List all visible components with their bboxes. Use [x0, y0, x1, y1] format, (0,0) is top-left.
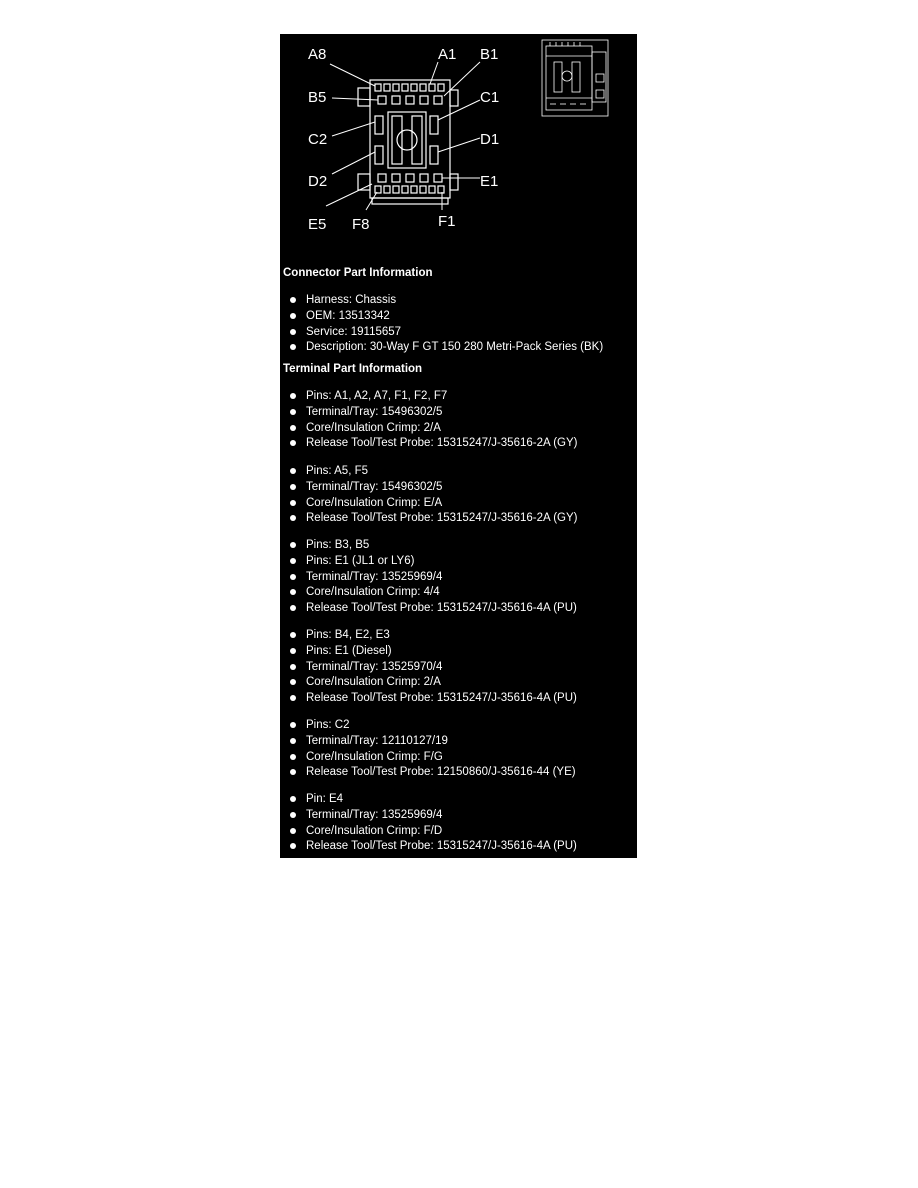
- list-item: Service: 19115657: [280, 325, 603, 341]
- list-item: Release Tool/Test Probe: 15315247/J-35616-2A (GY): [280, 511, 578, 527]
- list-item: Pins: B3, B5: [280, 538, 577, 554]
- terminal-group-6: [280, 792, 577, 855]
- bullet-icon: [290, 440, 296, 446]
- list-item: Harness: Chassis: [280, 293, 603, 309]
- connector-diagram: [280, 34, 637, 274]
- pin-label-e1: E1: [480, 173, 499, 190]
- list-item: Pins: C2: [280, 718, 576, 734]
- list-item: Release Tool/Test Probe: 15315247/J-35616-4A (PU): [280, 601, 577, 617]
- list-item: Release Tool/Test Probe: 15315247/J-35616-4A (PU): [280, 691, 577, 707]
- bullet-icon: [290, 500, 296, 506]
- list-item: Pins: E1 (Diesel): [280, 644, 577, 660]
- connector-section-title: Connector Part Information: [283, 267, 433, 279]
- list-item: Terminal/Tray: 15496302/5: [280, 405, 578, 421]
- bullet-icon: [290, 812, 296, 818]
- list-item: Terminal/Tray: 13525970/4: [280, 660, 577, 676]
- terminal-group-2: [280, 464, 578, 527]
- list-item: Description: 30-Way F GT 150 280 Metri-Pack Series (BK): [280, 340, 603, 356]
- terminal-section-title: Terminal Part Information: [283, 363, 423, 375]
- bullet-icon: [290, 589, 296, 595]
- bullet-icon: [290, 632, 296, 638]
- connector-thumbnail-image: [542, 40, 608, 116]
- pin-label-f1: F1: [438, 213, 456, 230]
- bullet-icon: [290, 695, 296, 701]
- pin-label-f8: F8: [352, 216, 370, 233]
- pin-label-d1: D1: [480, 131, 500, 148]
- list-item: Terminal/Tray: 12110127/19: [280, 734, 576, 750]
- bullet-icon: [290, 409, 296, 415]
- list-item: Core/Insulation Crimp: F/G: [280, 750, 576, 766]
- bullet-icon: [290, 515, 296, 521]
- bullet-icon: [290, 484, 296, 490]
- list-item: Release Tool/Test Probe: 15315247/J-35616-2A (GY): [280, 436, 578, 452]
- bullet-icon: [290, 297, 296, 303]
- list-item: Pins: A5, F5: [280, 464, 578, 480]
- bullet-icon: [290, 664, 296, 670]
- bullet-icon: [290, 313, 296, 319]
- bullet-icon: [290, 558, 296, 564]
- pin-label-c1: C1: [480, 89, 500, 106]
- pin-label-a1: A1: [438, 46, 457, 63]
- bullet-icon: [290, 574, 296, 580]
- list-item: Core/Insulation Crimp: 2/A: [280, 421, 578, 437]
- bullet-icon: [290, 542, 296, 548]
- list-item: Pin: E4: [280, 792, 577, 808]
- bullet-icon: [290, 769, 296, 775]
- terminal-group-5: [280, 718, 576, 781]
- pin-label-a8: A8: [308, 46, 327, 63]
- list-item: Core/Insulation Crimp: 2/A: [280, 675, 577, 691]
- terminal-group-1: [280, 389, 578, 452]
- pin-label-d2: D2: [308, 173, 328, 190]
- pin-label-b1: B1: [480, 46, 499, 63]
- bullet-icon: [290, 796, 296, 802]
- list-item: Pins: E1 (JL1 or LY6): [280, 554, 577, 570]
- list-item: Release Tool/Test Probe: 12150860/J-35616-44 (YE): [280, 765, 576, 781]
- bullet-icon: [290, 722, 296, 728]
- list-item: Core/Insulation Crimp: F/D: [280, 824, 577, 840]
- bullet-icon: [290, 425, 296, 431]
- list-item: Core/Insulation Crimp: E/A: [280, 496, 578, 512]
- bullet-icon: [290, 738, 296, 744]
- bullet-icon: [290, 468, 296, 474]
- connector-info-list: [280, 293, 603, 356]
- list-item: Release Tool/Test Probe: 15315247/J-35616-4A (PU): [280, 839, 577, 855]
- pin-label-c2: C2: [308, 131, 328, 148]
- pin-label-b5: B5: [308, 89, 327, 106]
- list-item: OEM: 13513342: [280, 309, 603, 325]
- terminal-group-4: [280, 628, 577, 707]
- list-item: Pins: A1, A2, A7, F1, F2, F7: [280, 389, 578, 405]
- list-item: Pins: B4, E2, E3: [280, 628, 577, 644]
- list-item: Terminal/Tray: 13525969/4: [280, 570, 577, 586]
- bullet-icon: [290, 648, 296, 654]
- bullet-icon: [290, 843, 296, 849]
- list-item: Core/Insulation Crimp: 4/4: [280, 585, 577, 601]
- list-item: Terminal/Tray: 15496302/5: [280, 480, 578, 496]
- bullet-icon: [290, 828, 296, 834]
- bullet-icon: [290, 344, 296, 350]
- bullet-icon: [290, 754, 296, 760]
- terminal-group-3: [280, 538, 577, 617]
- bullet-icon: [290, 393, 296, 399]
- bullet-icon: [290, 605, 296, 611]
- connector-info-panel: [280, 34, 637, 858]
- bullet-icon: [290, 679, 296, 685]
- pin-label-e5: E5: [308, 216, 327, 233]
- connector-face-drawing: [358, 80, 458, 204]
- bullet-icon: [290, 329, 296, 335]
- list-item: Terminal/Tray: 13525969/4: [280, 808, 577, 824]
